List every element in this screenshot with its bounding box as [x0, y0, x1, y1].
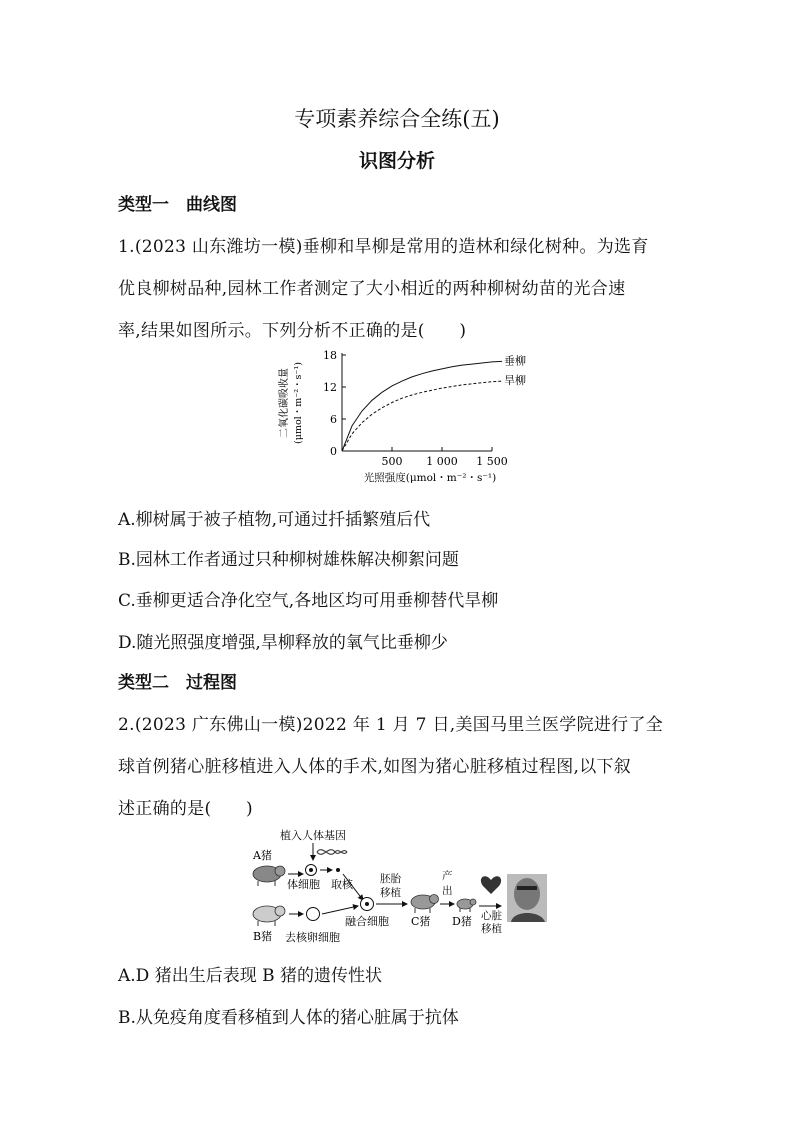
fused-cell-label: 融合细胞 [345, 915, 389, 928]
embryo-transfer-label-2: 移植 [380, 887, 401, 899]
x-axis-label: 光照强度(μmol・m⁻²・s⁻¹) [363, 472, 497, 484]
q2-option-a: A.D 猪出生后表现 B 猪的遗传性状 [118, 966, 383, 986]
question-2-line-2: 球首例猪心脏移植进入人体的手术,如图为猪心脏移植过程图,以下叙 [118, 757, 632, 777]
heart-transplant-label-1: 心脏 [481, 910, 502, 922]
section-heading-curve: 类型一 曲线图 [118, 195, 237, 215]
pig-a-icon [253, 866, 285, 886]
pig-c-label: C猪 [411, 915, 431, 928]
pig-c-icon [411, 895, 439, 914]
embryo-transfer-label-1: 胚胎 [380, 873, 401, 885]
pig-b-icon [253, 906, 285, 926]
series-line-2 [342, 381, 502, 451]
question-1-line-2: 优良柳树品种,园林工作者测定了大小相近的两种柳树幼苗的光合速 [118, 279, 626, 299]
y-axis-label-line-2: (μmol・m⁻²・s⁻¹) [293, 362, 304, 444]
x-tick-label: 1 000 [426, 455, 458, 468]
y-tick-label: 12 [323, 381, 337, 394]
pig-b-label: B猪 [253, 930, 273, 943]
question-2-line-3: 述正确的是( ) [118, 799, 253, 819]
photosynthesis-chart [270, 343, 530, 488]
pig-heart-transplant-diagram [245, 822, 560, 950]
y-axis-label-line-1: 二氧化碳吸收量 [279, 368, 290, 438]
pig-a-label: A猪 [253, 849, 272, 862]
birth-label-1: 产 [442, 870, 453, 882]
heart-transplant-label-2: 移植 [481, 923, 502, 935]
x-tick-label: 1 500 [476, 455, 508, 468]
q2-option-b: B.从免疫角度看移植到人体的猪心脏属于抗体 [118, 1008, 459, 1028]
section-heading-process: 类型二 过程图 [118, 673, 237, 693]
y-tick-label: 18 [323, 349, 337, 362]
dna-icon [317, 850, 347, 855]
question-2-line-1: 2.(2023 广东佛山一模)2022 年 1 月 7 日,美国马里兰医学院进行了全 [118, 715, 664, 735]
page-title: 专项素养综合全练(五) [294, 107, 500, 131]
q1-option-d: D.随光照强度增强,旱柳释放的氧气比垂柳少 [118, 633, 448, 653]
take-nucleus-label: 取核 [331, 878, 353, 891]
page-subtitle: 识图分析 [358, 150, 435, 172]
x-tick-label: 500 [381, 455, 403, 468]
q1-option-b: B.园林工作者通过只种柳树雄株解决柳絮问题 [118, 550, 459, 570]
series-line-1 [342, 361, 502, 451]
enucleated-egg-icon [307, 908, 320, 921]
enucleated-egg-label: 去核卵细胞 [285, 931, 340, 944]
human-recipient-icon [507, 874, 547, 922]
q1-option-c: C.垂柳更适合净化空气,各地区均可用垂柳替代旱柳 [118, 591, 499, 611]
question-1-line-1: 1.(2023 山东潍坊一模)垂柳和旱柳是常用的造林和绿化树种。为选育 [118, 237, 649, 257]
gene-label: 植入人体基因 [280, 829, 346, 842]
y-tick-label: 0 [330, 445, 337, 458]
body-cell-label: 体细胞 [287, 878, 320, 891]
q1-option-a: A.柳树属于被子植物,可通过扦插繁殖后代 [118, 510, 431, 530]
chart-axes [342, 353, 492, 451]
pig-d-icon [457, 899, 476, 912]
nucleus-icon [336, 868, 340, 872]
pig-d-label: D猪 [452, 915, 472, 928]
heart-icon [481, 876, 501, 894]
fused-cell-icon [361, 898, 374, 911]
legend-label-1: 垂柳 [504, 354, 526, 368]
arrow-egg-to-fused [322, 906, 358, 914]
legend-label-2: 旱柳 [504, 374, 526, 388]
y-tick-label: 6 [330, 413, 337, 426]
birth-label-2: 出 [442, 885, 453, 897]
body-cell-icon [306, 865, 317, 876]
question-1-line-3: 率,结果如图所示。下列分析不正确的是( ) [118, 321, 467, 341]
